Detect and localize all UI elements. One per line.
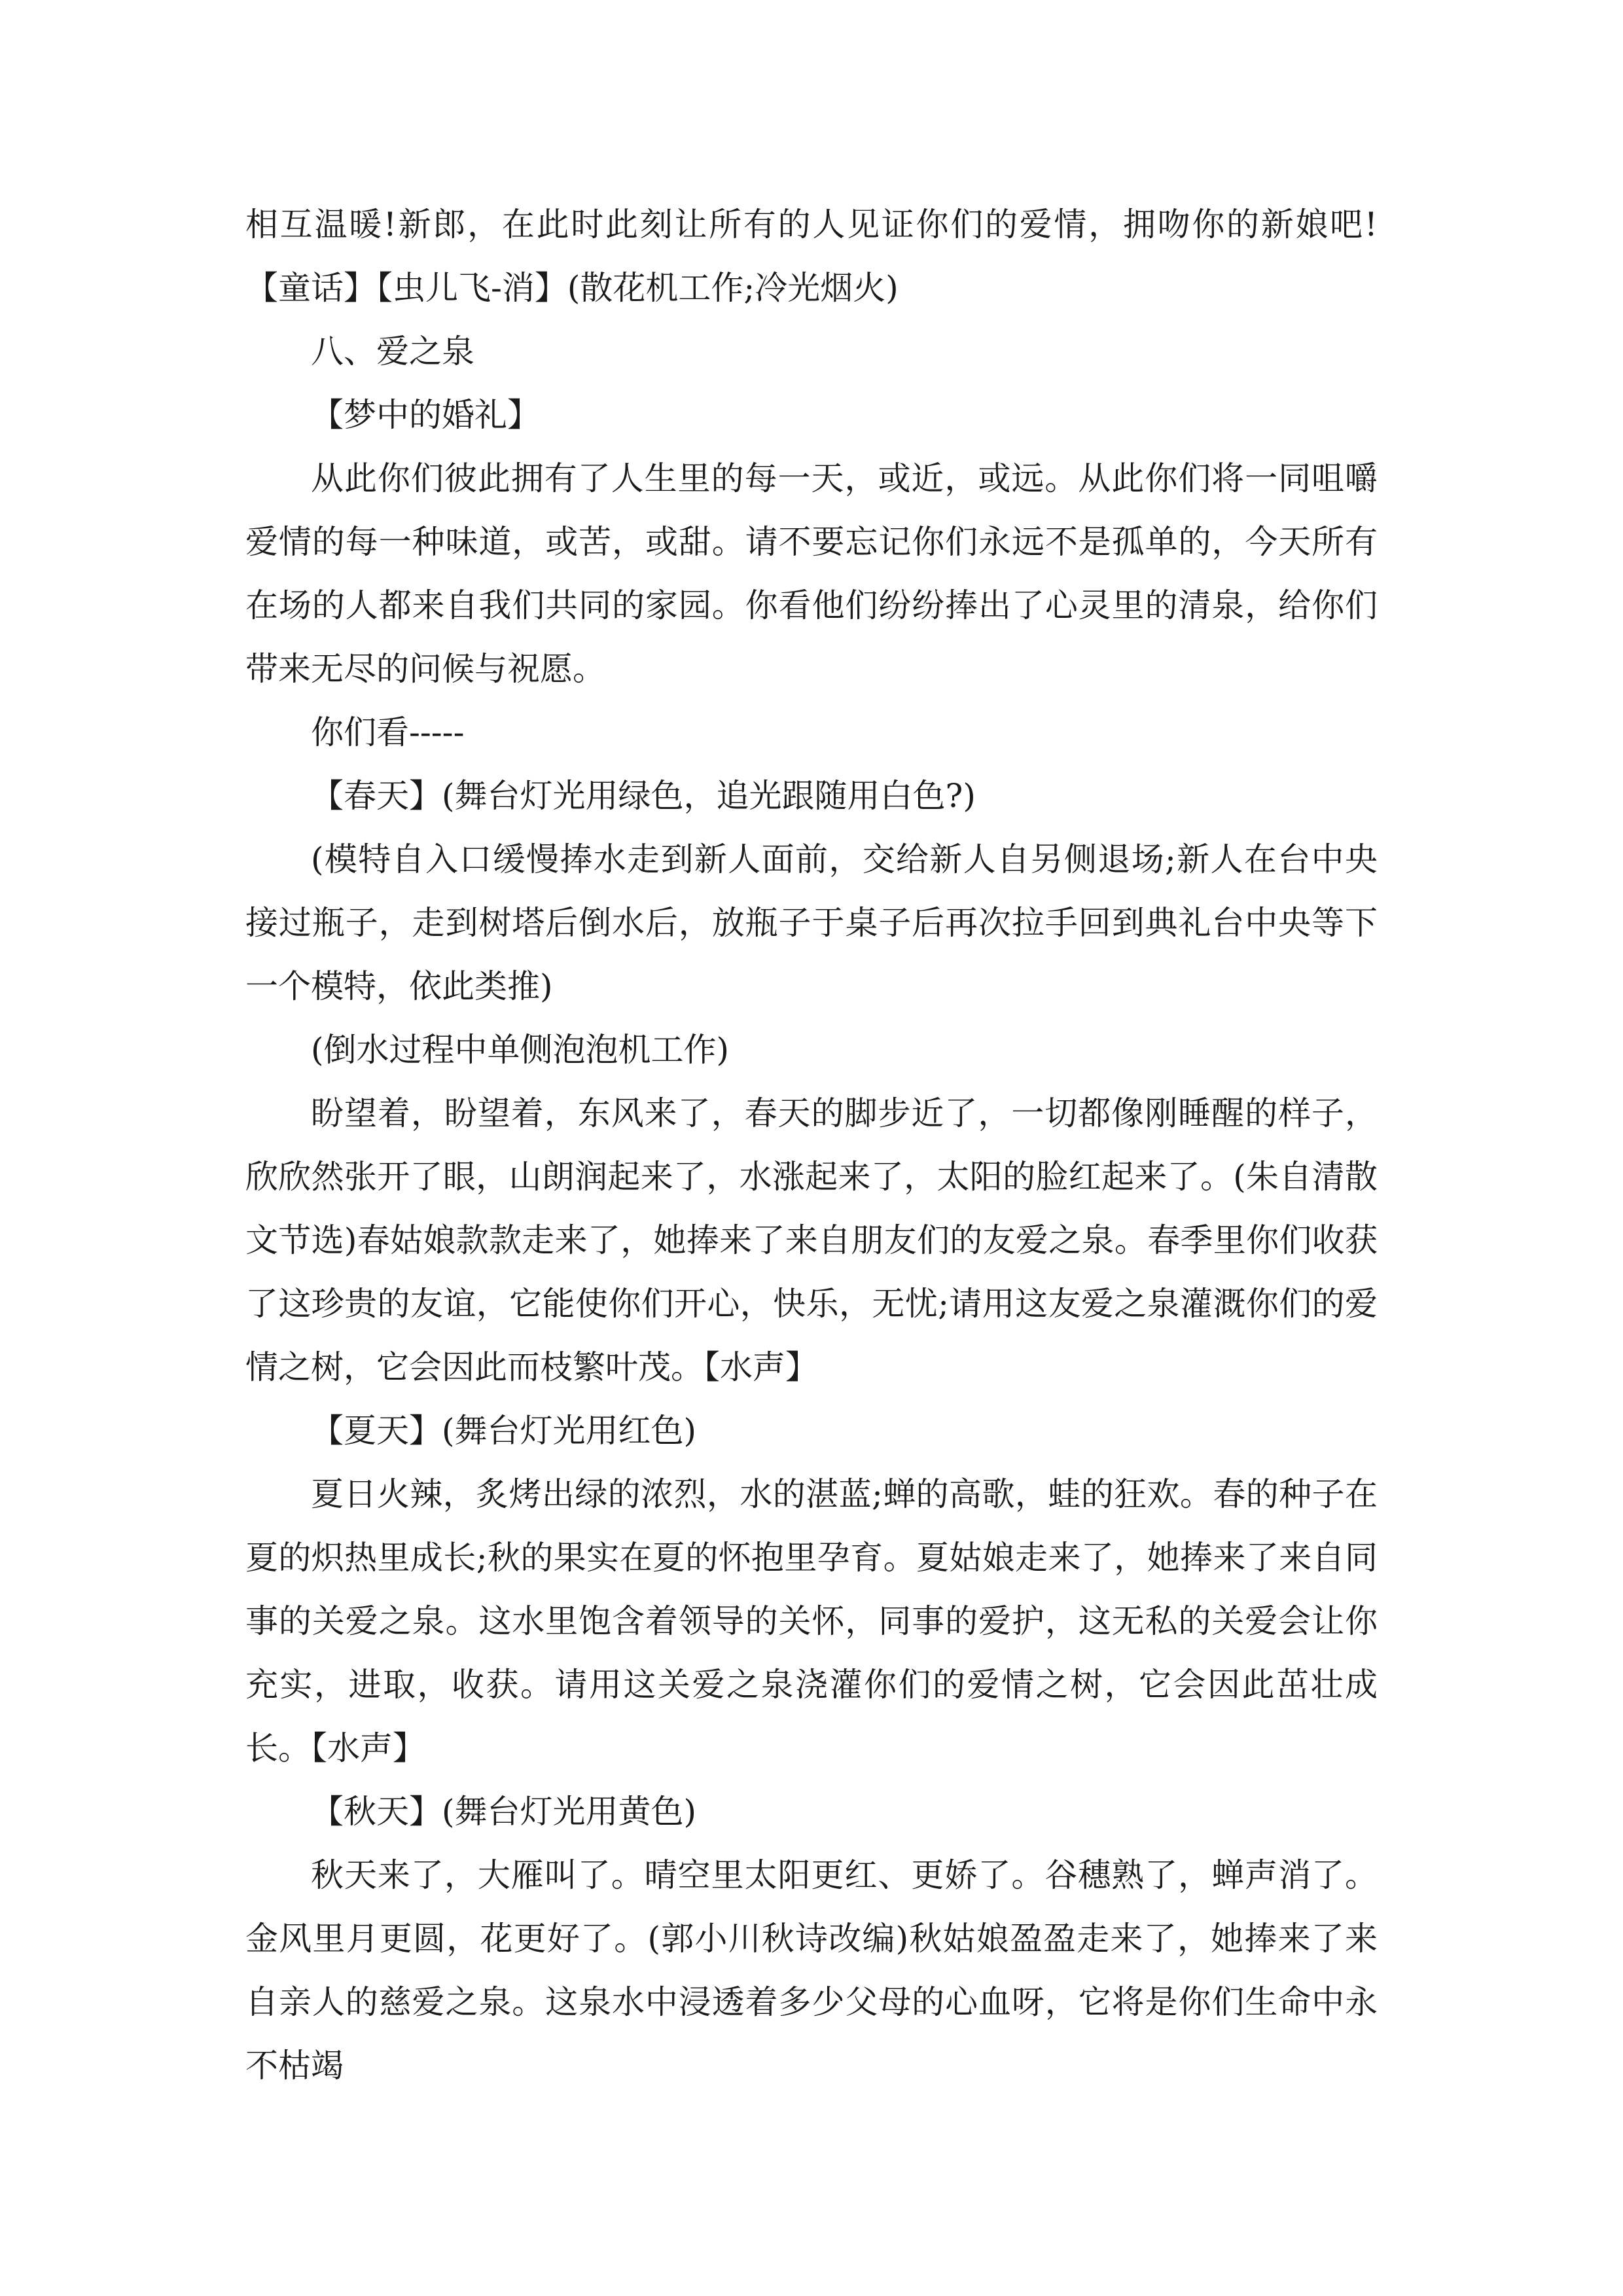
stage-cue: 【春天】(舞台灯光用绿色，追光跟随用白色?) — [311, 777, 976, 815]
stage-direction: (倒水过程中单侧泡泡机工作) — [311, 1031, 730, 1069]
paragraph-continuation: 相互温暖!新郎，在此时此刻让所有的人见证你们的爱情，拥吻你的新娘吧!【童话】【虫儿飞-消】(散花机工作;冷光烟火) — [245, 206, 1378, 307]
stage-cue: 【秋天】(舞台灯光用黄色) — [311, 1793, 697, 1831]
paragraph: 夏日火辣，炙烤出绿的浓烈，水的湛蓝;蝉的高歌，蛙的狂欢。春的种子在夏的炽热里成长;秋的果实在夏的怀抱里孕育。夏姑娘走来了，她捧来了来自同事的关爱之泉。这水里饱含着领导的关怀，同事的爱护，这无私的关爱会让你充实，进取，收获。请用这关爱之泉浇灌你们的爱情之树，它会因此茁壮成长。【水声】 — [245, 1475, 1378, 1767]
paragraph: 盼望着，盼望着，东风来了，春天的脚步近了，一切都像刚睡醒的样子，欣欣然张开了眼，山朗润起来了，水涨起来了，太阳的脸红起来了。(朱自清散文节选)春姑娘款款走来了，她捧来了来自朋友们的友爱之泉。春季里你们收获了这珍贵的友谊，它能使你们开心，快乐，无忧;请用这友爱之泉灌溉你们的爱情之树，它会因此而枝繁叶茂。【水声】 — [245, 1094, 1378, 1386]
paragraph: 从此你们彼此拥有了人生里的每一天，或近，或远。从此你们将一同咀嚼爱情的每一种味道，或苦，或甜。请不要忘记你们永远不是孤单的，今天所有在场的人都来自我们共同的家园。你看他们纷纷捧出了心灵里的清泉，给你们带来无尽的问候与祝愿。 — [245, 459, 1378, 688]
paragraph: 秋天来了，大雁叫了。晴空里太阳更红、更娇了。谷穗熟了，蝉声消了。金风里月更圆，花更好了。(郭小川秋诗改编)秋姑娘盈盈走来了，她捧来了来自亲人的慈爱之泉。这泉水中浸透着多少父母的心血呀，它将是你们生命中永不枯竭 — [245, 1856, 1378, 2085]
document-body — [245, 193, 1378, 2098]
stage-direction: (模特自入口缓慢捧水走到新人面前，交给新人自另侧退场;新人在台中央接过瓶子，走到树塔后倒水后，放瓶子于桌子后再次拉手回到典礼台中央等下一个模特，依此类推) — [245, 840, 1378, 1005]
section-heading: 八、爱之泉 — [311, 332, 474, 370]
paragraph: 你们看----- — [311, 713, 465, 751]
music-cue: 【梦中的婚礼】 — [311, 396, 540, 434]
stage-cue: 【夏天】(舞台灯光用红色) — [311, 1412, 697, 1450]
